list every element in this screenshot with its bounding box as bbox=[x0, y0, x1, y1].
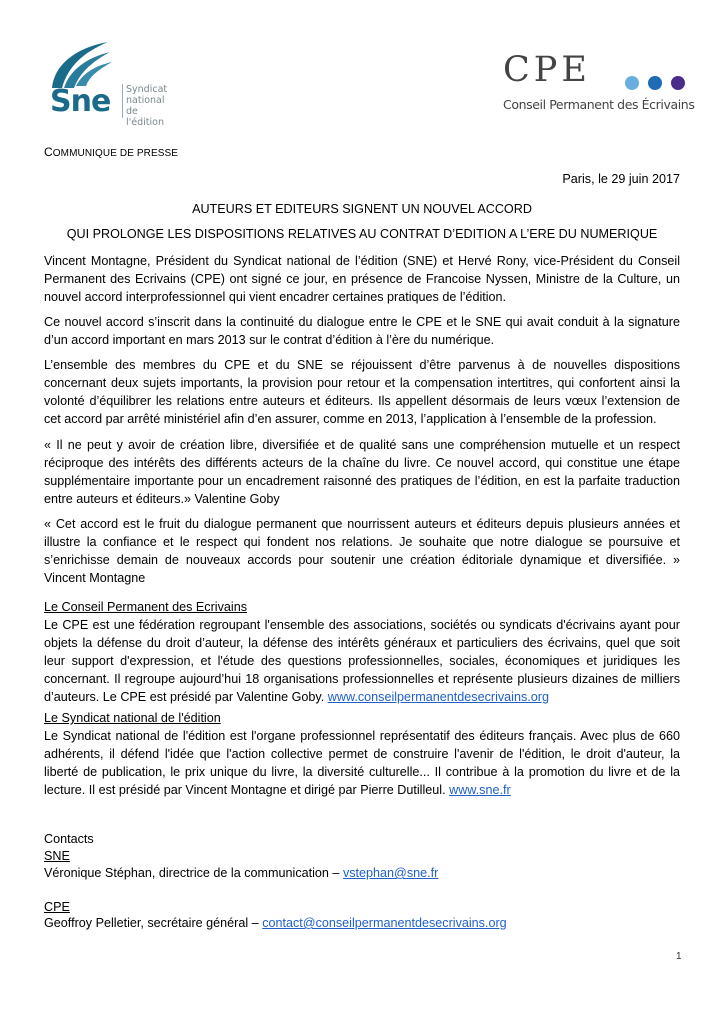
sne-contact-person: Véronique Stéphan, directrice de la communication – bbox=[44, 866, 343, 880]
sne-website-link[interactable]: www.sne.fr bbox=[449, 783, 511, 797]
quote-goby: « Il ne peut y avoir de création libre, diversifiée et de qualité sans une compréhension mutuelle et un respect réciproque des intérêts des différents acteurs de la chaîne du livre. Ce nouvel accord, qui constitue une étape supplémentaire importante pour un encadrement raisonné des pratiques de l’édition, en est la parfaite traduction entre auteurs et éditeurs.» Valentine Goby bbox=[44, 438, 680, 506]
paragraph-members: L’ensemble des membres du CPE et du SNE se réjouissent d’être parvenus à de nouvelles dispositions concernant deux sujets importants, la provision pour retour et la compensation intertitres, qui confortent ainsi la volonté d’équilibrer les relations entre auteurs et éditeurs. Ils appellent désormais de leurs vœux l’extension de cet accord par arrêté ministériel afin d’en assurer, comme en 2013, l’application à l’ensemble de la profession. bbox=[44, 358, 680, 426]
cpe-logo bbox=[503, 50, 695, 116]
title-line-2: QUI PROLONGE LES DISPOSITIONS RELATIVES AU CONTRAT D’EDITION A L’ERE DU NUMERIQUE bbox=[66, 227, 658, 241]
cpe-logo-subtitle: Conseil Permanent des Écrivains bbox=[503, 97, 695, 112]
label-initial: C bbox=[44, 145, 53, 159]
sne-section-body bbox=[44, 727, 680, 799]
cpe-dot-light-blue-icon bbox=[625, 76, 639, 90]
cpe-body-text: Le CPE est une fédération regroupant l'ensemble des associations, sociétés ou syndicats d'écrivains ayant pour objets la défense du droit d’auteur, la défense des intérêts généraux et particuliers des écrivains, quel que soit leur support d'expression, et l'étude des questions professionnelles, sociales, économiques et juridiques les concernant. Il regroupe aujourd’hui 18 organisations professionnelles et représente plusieurs dizaines de milliers d’auteurs. Le CPE est présidé par Valentine Goby. bbox=[44, 618, 680, 704]
sne-label-text: SNE bbox=[44, 849, 70, 863]
sne-logo-divider bbox=[122, 84, 123, 118]
page-number: 1 bbox=[676, 951, 682, 962]
quote-montagne: « Cet accord est le fruit du dialogue permanent que nourrissent auteurs et éditeurs depuis plusieurs années et illustre la confiance et le respect qui fondent nos relations. Je souhaite que notre dialogue se poursuive et s’enrichisse demain de nouveaux accords pour soutenir une création éditoriale dynamique et diversifiée. » Vincent Montagne bbox=[44, 517, 680, 585]
cpe-dot-blue-icon bbox=[648, 76, 662, 90]
sne-subtitle-line: de l'édition bbox=[126, 106, 164, 128]
cpe-email-link[interactable]: contact@conseilpermanentdesecrivains.org bbox=[262, 916, 507, 930]
sne-logo bbox=[44, 40, 168, 128]
cpe-website-link[interactable]: www.conseilpermanentdesecrivains.org bbox=[327, 690, 549, 704]
sne-wordmark: Sne bbox=[50, 84, 111, 119]
sne-email-link[interactable]: vstephan@sne.fr bbox=[342, 866, 439, 880]
cpe-contact-person: Geoffroy Pelletier, secrétaire général – bbox=[44, 916, 263, 930]
sne-subtitle-line: Syndicat bbox=[126, 84, 168, 95]
cpe-section-body bbox=[44, 616, 680, 706]
press-release-label bbox=[44, 143, 680, 163]
contacts-heading: Contacts bbox=[44, 832, 94, 846]
title-line-1: AUTEURS ET EDITEURS SIGNENT UN NOUVEL ACCORD bbox=[192, 202, 532, 216]
cpe-wordmark: CPE bbox=[503, 50, 591, 90]
sne-section-heading bbox=[44, 709, 680, 727]
label-rest: OMMUNIQUE DE PRESSE bbox=[52, 148, 179, 159]
contact-cpe-line bbox=[44, 914, 680, 932]
contact-sne-label bbox=[44, 847, 680, 865]
cpe-dot-purple-icon bbox=[671, 76, 685, 90]
sne-logo-subtitle bbox=[126, 84, 167, 128]
cpe-label-text: CPE bbox=[44, 900, 70, 914]
contact-sne-line bbox=[44, 864, 680, 882]
sne-wing-icon bbox=[44, 40, 124, 90]
sne-subtitle-line: national bbox=[126, 95, 165, 106]
cpe-section-heading bbox=[44, 598, 680, 616]
paragraph-intro: Vincent Montagne, Président du Syndicat national de l’édition (SNE) et Hervé Rony, vice-Président du Conseil Permanent des Ecrivains (CPE) ont signé ce jour, en présence de Francoise Nyssen, Ministre de la Culture, un nouvel accord interprofessionnel qui vient encadrer certaines pratiques de l’édition. bbox=[44, 254, 680, 304]
paragraph-continuity: Ce nouvel accord s’inscrit dans la continuité du dialogue entre le CPE et le SNE qui avait conduit à la signature d’un accord important en mars 2013 sur le contrat d’édition à l’ère du numérique. bbox=[44, 315, 680, 347]
cpe-heading-text: Le Conseil Permanent des Ecrivains bbox=[44, 600, 248, 614]
sne-heading-text: Le Syndicat national de l'édition bbox=[44, 711, 221, 725]
sne-body-text: Le Syndicat national de l'édition est l'organe professionnel représentatif des éditeurs français. Avec plus de 660 adhérents, il défend l'idée que l'action collective permet de construire l'avenir de l'édition, le droit d'auteur, la liberté de publication, le prix unique du livre, la diversité culturelle... Il contribue à la promotion du livre et de la lecture. Il est présidé par Vincent Montagne et dirigé par Pierre Dutilleul. bbox=[44, 729, 680, 797]
date-line: Paris, le 29 juin 2017 bbox=[562, 172, 680, 186]
